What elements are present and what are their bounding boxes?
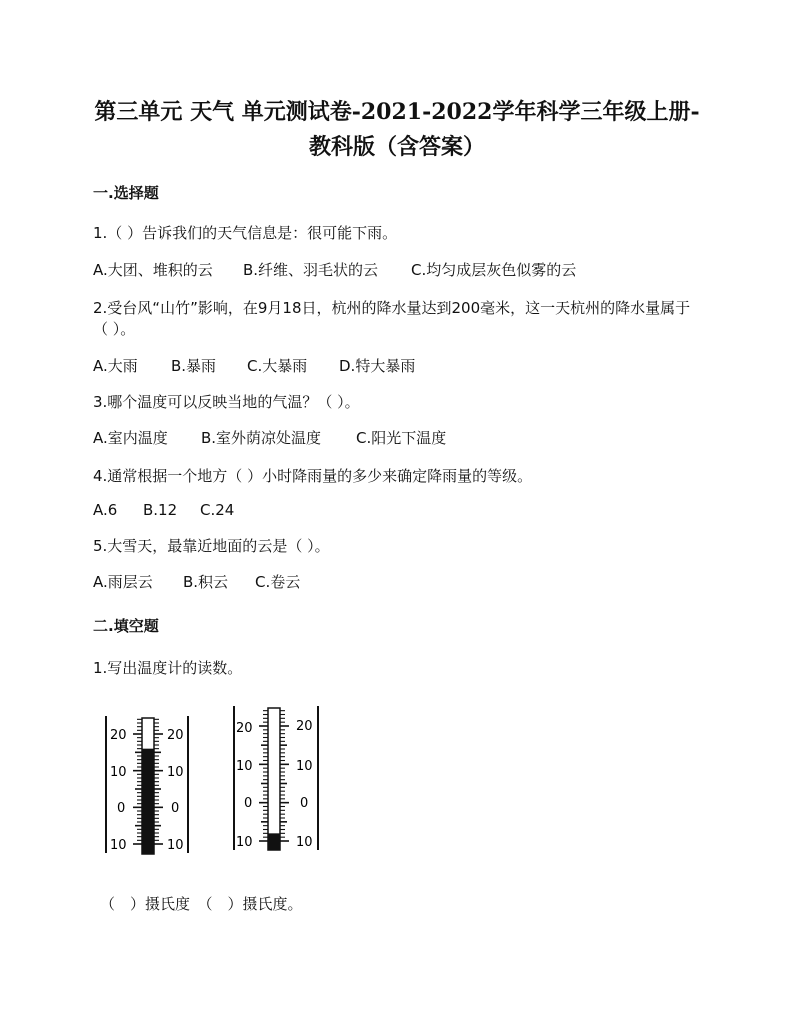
question-2-options [93,355,415,376]
scale-label: 10 [296,835,313,850]
scale-label: 0 [300,796,309,811]
thermometer-2 [232,702,327,854]
section-heading-choice: 一.选择题 [93,184,159,202]
question-3-stem: 3.哪个温度可以反映当地的气温？（ ）。 [93,393,360,411]
question-3-options [93,427,446,448]
fill-1-stem: 1.写出温度计的读数。 [93,659,243,677]
question-2-stem-cont: （ ）。 [93,320,136,338]
option[interactable]: B.暴雨 [171,357,217,375]
thermometer-1-figure [104,712,194,857]
option[interactable]: C.大暴雨 [247,357,308,375]
option[interactable]: B.纤维、羽毛状的云 [243,261,379,279]
scale-label: 0 [117,801,126,816]
scale-label: 10 [236,835,253,850]
thermometer-2-figure [232,702,327,854]
question-1-options [93,259,576,280]
question-4-options [93,501,234,519]
thermometer-tube [268,708,280,850]
section-heading-fill: 二.填空题 [93,617,159,635]
scale-label: 20 [296,719,313,734]
option[interactable]: D.特大暴雨 [339,357,416,375]
scale-label: 0 [171,801,180,816]
scale-label: 0 [244,796,253,811]
page-title-line2: 教科版（含答案） [308,134,485,160]
mercury-column [268,833,280,850]
option[interactable]: A.6 [93,501,118,519]
scale-label: 10 [110,838,127,853]
scale-label: 10 [296,759,313,774]
scale-label: 10 [167,838,184,853]
scale-label: 10 [110,765,127,780]
scale-label: 20 [167,728,184,743]
option[interactable]: B.积云 [183,573,229,591]
page-title-line1: 第三单元 天气 单元测试卷-2021-2022学年科学三年级上册- [94,99,700,125]
question-2-stem: 2.受台风“山竹”影响，在9月18日，杭州的降水量达到200毫米，这一天杭州的降水量属于 [93,299,691,317]
option[interactable]: C.阳光下温度 [356,429,447,447]
question-5-options [93,571,300,592]
question-4-stem: 4.通常根据一个地方（ ）小时降雨量的多少来确定降雨量的等级。 [93,467,533,485]
scale-label: 20 [236,721,253,736]
scale-label: 10 [236,759,253,774]
option[interactable]: A.大雨 [93,357,138,375]
option[interactable]: C.均匀成层灰色似雾的云 [411,261,577,279]
option[interactable]: A.室内温度 [93,429,168,447]
question-5-stem: 5.大雪天，最靠近地面的云是（ ）。 [93,537,330,555]
option[interactable]: C.24 [200,501,235,519]
fill-1-answer-line: （ ）摄氏度 （ ）摄氏度。 [100,895,303,913]
option[interactable]: A.大团、堆积的云 [93,261,213,279]
option[interactable]: B.室外荫凉处温度 [201,429,322,447]
thermometer-1 [104,712,194,857]
option[interactable]: B.12 [143,501,178,519]
question-1-stem: 1.（ ）告诉我们的天气信息是：很可能下雨。 [93,224,398,242]
option[interactable]: C.卷云 [255,573,301,591]
mercury-column [142,749,154,854]
scale-label: 10 [167,765,184,780]
scale-label: 20 [110,728,127,743]
option[interactable]: A.雨层云 [93,573,153,591]
